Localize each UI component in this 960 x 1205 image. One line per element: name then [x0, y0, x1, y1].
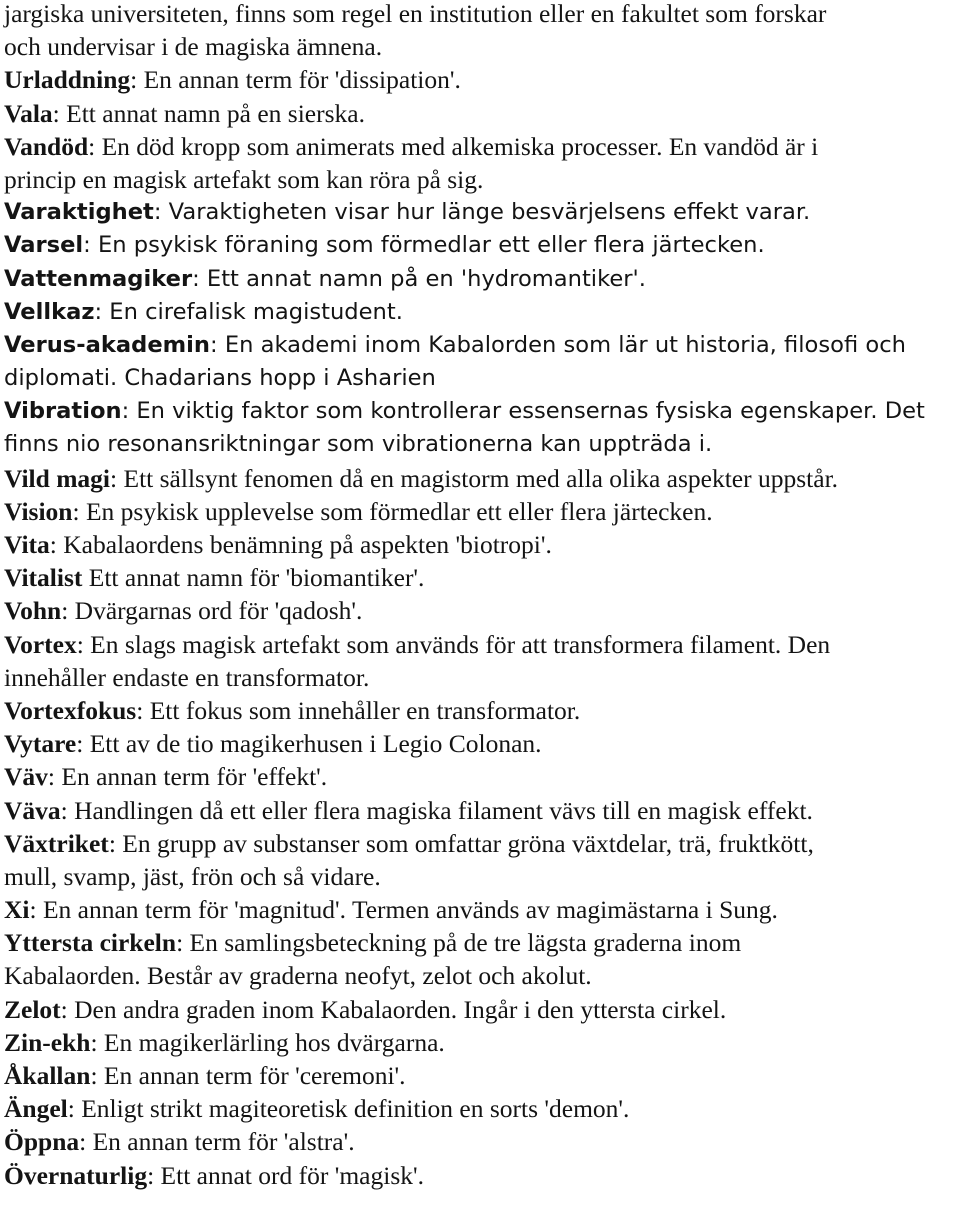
term-separator: :	[60, 994, 68, 1024]
term-separator: :	[94, 298, 103, 325]
glossary-definition: En annan term för 'dissipation'.	[137, 65, 461, 95]
glossary-line	[4, 229, 956, 262]
glossary-line	[4, 794, 956, 827]
glossary-term: Åkallan	[4, 1061, 91, 1090]
glossary-term: Vohn	[4, 596, 62, 626]
glossary-definition: Enligt strikt magiteoretisk definition en sorts 'demon'.	[74, 1094, 630, 1124]
term-separator: :	[76, 729, 84, 759]
term-separator: :	[121, 398, 130, 425]
glossary-line	[4, 196, 956, 229]
term-separator: :	[61, 596, 69, 626]
glossary-term: Vandöd	[4, 131, 89, 161]
glossary-definition: diplomati. Chadarians hopp i Asharien	[4, 365, 436, 392]
glossary-term: Vala	[4, 98, 53, 128]
glossary-line	[4, 628, 956, 661]
glossary-term: Varaktighet	[4, 199, 154, 226]
glossary-line	[4, 163, 956, 196]
glossary-line	[4, 428, 956, 461]
glossary-line	[4, 329, 956, 362]
glossary-term: Verus-akademin	[4, 331, 211, 358]
term-separator: :	[47, 762, 56, 792]
glossary-definition: Handlingen då ett eller flera magiska filament vävs till en magisk effekt.	[67, 795, 813, 825]
term-separator: :	[88, 131, 96, 161]
term-separator: :	[60, 795, 68, 825]
glossary-term: Yttersta cirkeln	[4, 928, 177, 958]
glossary-definition: Ett av de tio magikerhusen i Legio Colonan.	[83, 729, 542, 759]
term-separator: :	[147, 1160, 155, 1190]
glossary-term: Vattenmagiker	[4, 265, 193, 292]
glossary-line	[4, 661, 956, 694]
glossary-definition: Kabalaorden. Består av graderna neofyt, zelot och akolut.	[4, 961, 592, 991]
glossary-definition: En magikerlärling hos dvärgarna.	[97, 1027, 445, 1057]
glossary-term: Vellkaz	[4, 298, 95, 325]
glossary-definition: och undervisar i de magiska ämnena.	[4, 32, 383, 62]
glossary-definition: En annan term för 'alstra'.	[86, 1127, 355, 1157]
glossary-line	[4, 1026, 956, 1059]
glossary-definition: innehåller endaste en transformator.	[4, 662, 370, 692]
glossary-term: Övernaturlig	[4, 1160, 148, 1190]
glossary-term: Vitalist	[4, 563, 83, 593]
glossary-definition: En död kropp som animerats med alkemiska processer. En vandöd är i	[95, 131, 819, 161]
term-separator: :	[210, 331, 218, 358]
glossary-line	[4, 0, 956, 30]
glossary-definition: En viktig faktor som kontrollerar essensernas fysiska egenskaper. Det	[129, 398, 925, 425]
glossary-definition: princip en magisk artefakt som kan röra på sig.	[4, 164, 484, 194]
glossary-line	[4, 993, 956, 1026]
glossary-definition: En annan term för 'effekt'.	[55, 762, 328, 792]
term-separator: :	[29, 895, 37, 925]
glossary-definition: Ett annat namn på en sierska.	[59, 98, 365, 128]
glossary-line	[4, 395, 956, 428]
glossary-definition: Ett annat namn på en 'hydromantiker'.	[199, 265, 646, 292]
glossary-term: Vita	[4, 530, 50, 559]
glossary-line	[4, 926, 956, 959]
glossary-definition: Kabalaordens benämning på aspekten 'biotropi'.	[56, 530, 552, 559]
glossary-definition: finns nio resonansriktningar som vibrationerna kan uppträda i.	[4, 431, 713, 458]
glossary-line	[4, 1059, 956, 1092]
glossary-line	[4, 727, 956, 760]
glossary-line	[4, 63, 956, 96]
glossary-definition: En psykisk föraning som förmedlar ett eller flera järtecken.	[90, 232, 765, 259]
term-separator: :	[90, 1027, 98, 1057]
glossary-term: Växtriket	[4, 828, 109, 858]
glossary-definition: mull, svamp, jäst, frön och så vidare.	[4, 861, 381, 891]
glossary-line	[4, 296, 956, 329]
glossary-definition: Ett annat ord för 'magisk'.	[154, 1160, 424, 1190]
glossary-definition: En samlingsbeteckning på de tre lägsta graderna inom	[183, 928, 742, 958]
glossary-definition: Dvärgarnas ord för 'qadosh'.	[68, 596, 363, 626]
glossary-term: Vytare	[4, 729, 77, 759]
glossary-line	[4, 760, 956, 793]
glossary-definition: En slags magisk artefakt som används för att transformera filament. Den	[83, 629, 831, 659]
term-separator: :	[79, 1127, 87, 1157]
glossary-term: Zelot	[4, 994, 61, 1024]
term-separator: :	[153, 199, 162, 226]
glossary-definition: Den andra graden inom Kabalaorden. Ingår i den yttersta cirkel.	[67, 994, 727, 1024]
term-separator: :	[130, 65, 138, 95]
glossary-term: Xi	[4, 895, 30, 925]
glossary-line	[4, 495, 956, 528]
term-separator: :	[49, 530, 57, 559]
term-separator: :	[90, 1061, 98, 1090]
term-separator: :	[76, 629, 84, 659]
glossary-definition: En annan term för 'magnitud'. Termen används av magimästarna i Sung.	[36, 895, 778, 925]
document-page	[4, 0, 956, 1192]
glossary-line	[4, 130, 956, 163]
term-separator: :	[176, 928, 184, 958]
term-separator: :	[72, 496, 80, 526]
glossary-line	[4, 860, 956, 893]
glossary-term: Ängel	[4, 1094, 68, 1124]
glossary-term: Varsel	[4, 232, 84, 259]
term-separator: :	[67, 1094, 75, 1124]
glossary-definition: Ett annat namn för 'biomantiker'.	[82, 563, 425, 593]
glossary-term: Väva	[4, 795, 61, 825]
glossary-term: Vibration	[4, 398, 122, 425]
glossary-line	[4, 893, 956, 926]
glossary-line	[4, 694, 956, 727]
glossary-definition: En annan term för 'ceremoni'.	[97, 1061, 406, 1090]
glossary-line	[4, 827, 956, 860]
glossary-line	[4, 561, 956, 594]
glossary-line	[4, 263, 956, 296]
glossary-definition: En psykisk upplevelse som förmedlar ett eller flera järtecken.	[79, 496, 713, 526]
glossary-definition: En cirefalisk magistudent.	[102, 298, 403, 325]
glossary-term: Väv	[4, 762, 48, 792]
glossary-line	[4, 959, 956, 992]
glossary-line	[4, 1159, 956, 1192]
glossary-term: Vision	[4, 496, 73, 526]
term-separator: :	[192, 265, 200, 292]
glossary-definition: En grupp av substanser som omfattar gröna växtdelar, trä, fruktkött,	[115, 828, 814, 858]
glossary-line	[4, 362, 956, 395]
glossary-term: Vortexfokus	[4, 695, 137, 725]
glossary-line	[4, 594, 956, 627]
glossary-term: Zin-ekh	[4, 1027, 91, 1057]
glossary-term: Vild magi	[4, 463, 111, 493]
glossary-definition: Ett fokus som innehåller en transformator.	[143, 695, 581, 725]
glossary-definition: Ett sällsynt fenomen då en magistorm med alla olika aspekter uppstår.	[117, 463, 839, 493]
glossary-term: Urladdning	[4, 65, 131, 95]
glossary-line	[4, 1125, 956, 1158]
glossary-line	[4, 462, 956, 495]
term-separator: :	[83, 232, 91, 259]
glossary-definition: jargiska universiteten, finns som regel en institution eller en fakultet som forskar	[4, 0, 827, 28]
glossary-term: Öppna	[4, 1127, 80, 1157]
glossary-line	[4, 528, 956, 561]
glossary-line	[4, 30, 956, 63]
glossary-definition: En akademi inom Kabalorden som lär ut historia, filosofi och	[217, 331, 906, 358]
term-separator: :	[108, 828, 116, 858]
term-separator: :	[136, 695, 144, 725]
glossary-line	[4, 97, 956, 130]
term-separator: :	[52, 98, 60, 128]
glossary-term: Vortex	[4, 629, 77, 659]
term-separator: :	[110, 463, 118, 493]
glossary-definition: Varaktigheten visar hur länge besvärjelsens effekt varar.	[161, 199, 811, 226]
glossary-line	[4, 1092, 956, 1125]
